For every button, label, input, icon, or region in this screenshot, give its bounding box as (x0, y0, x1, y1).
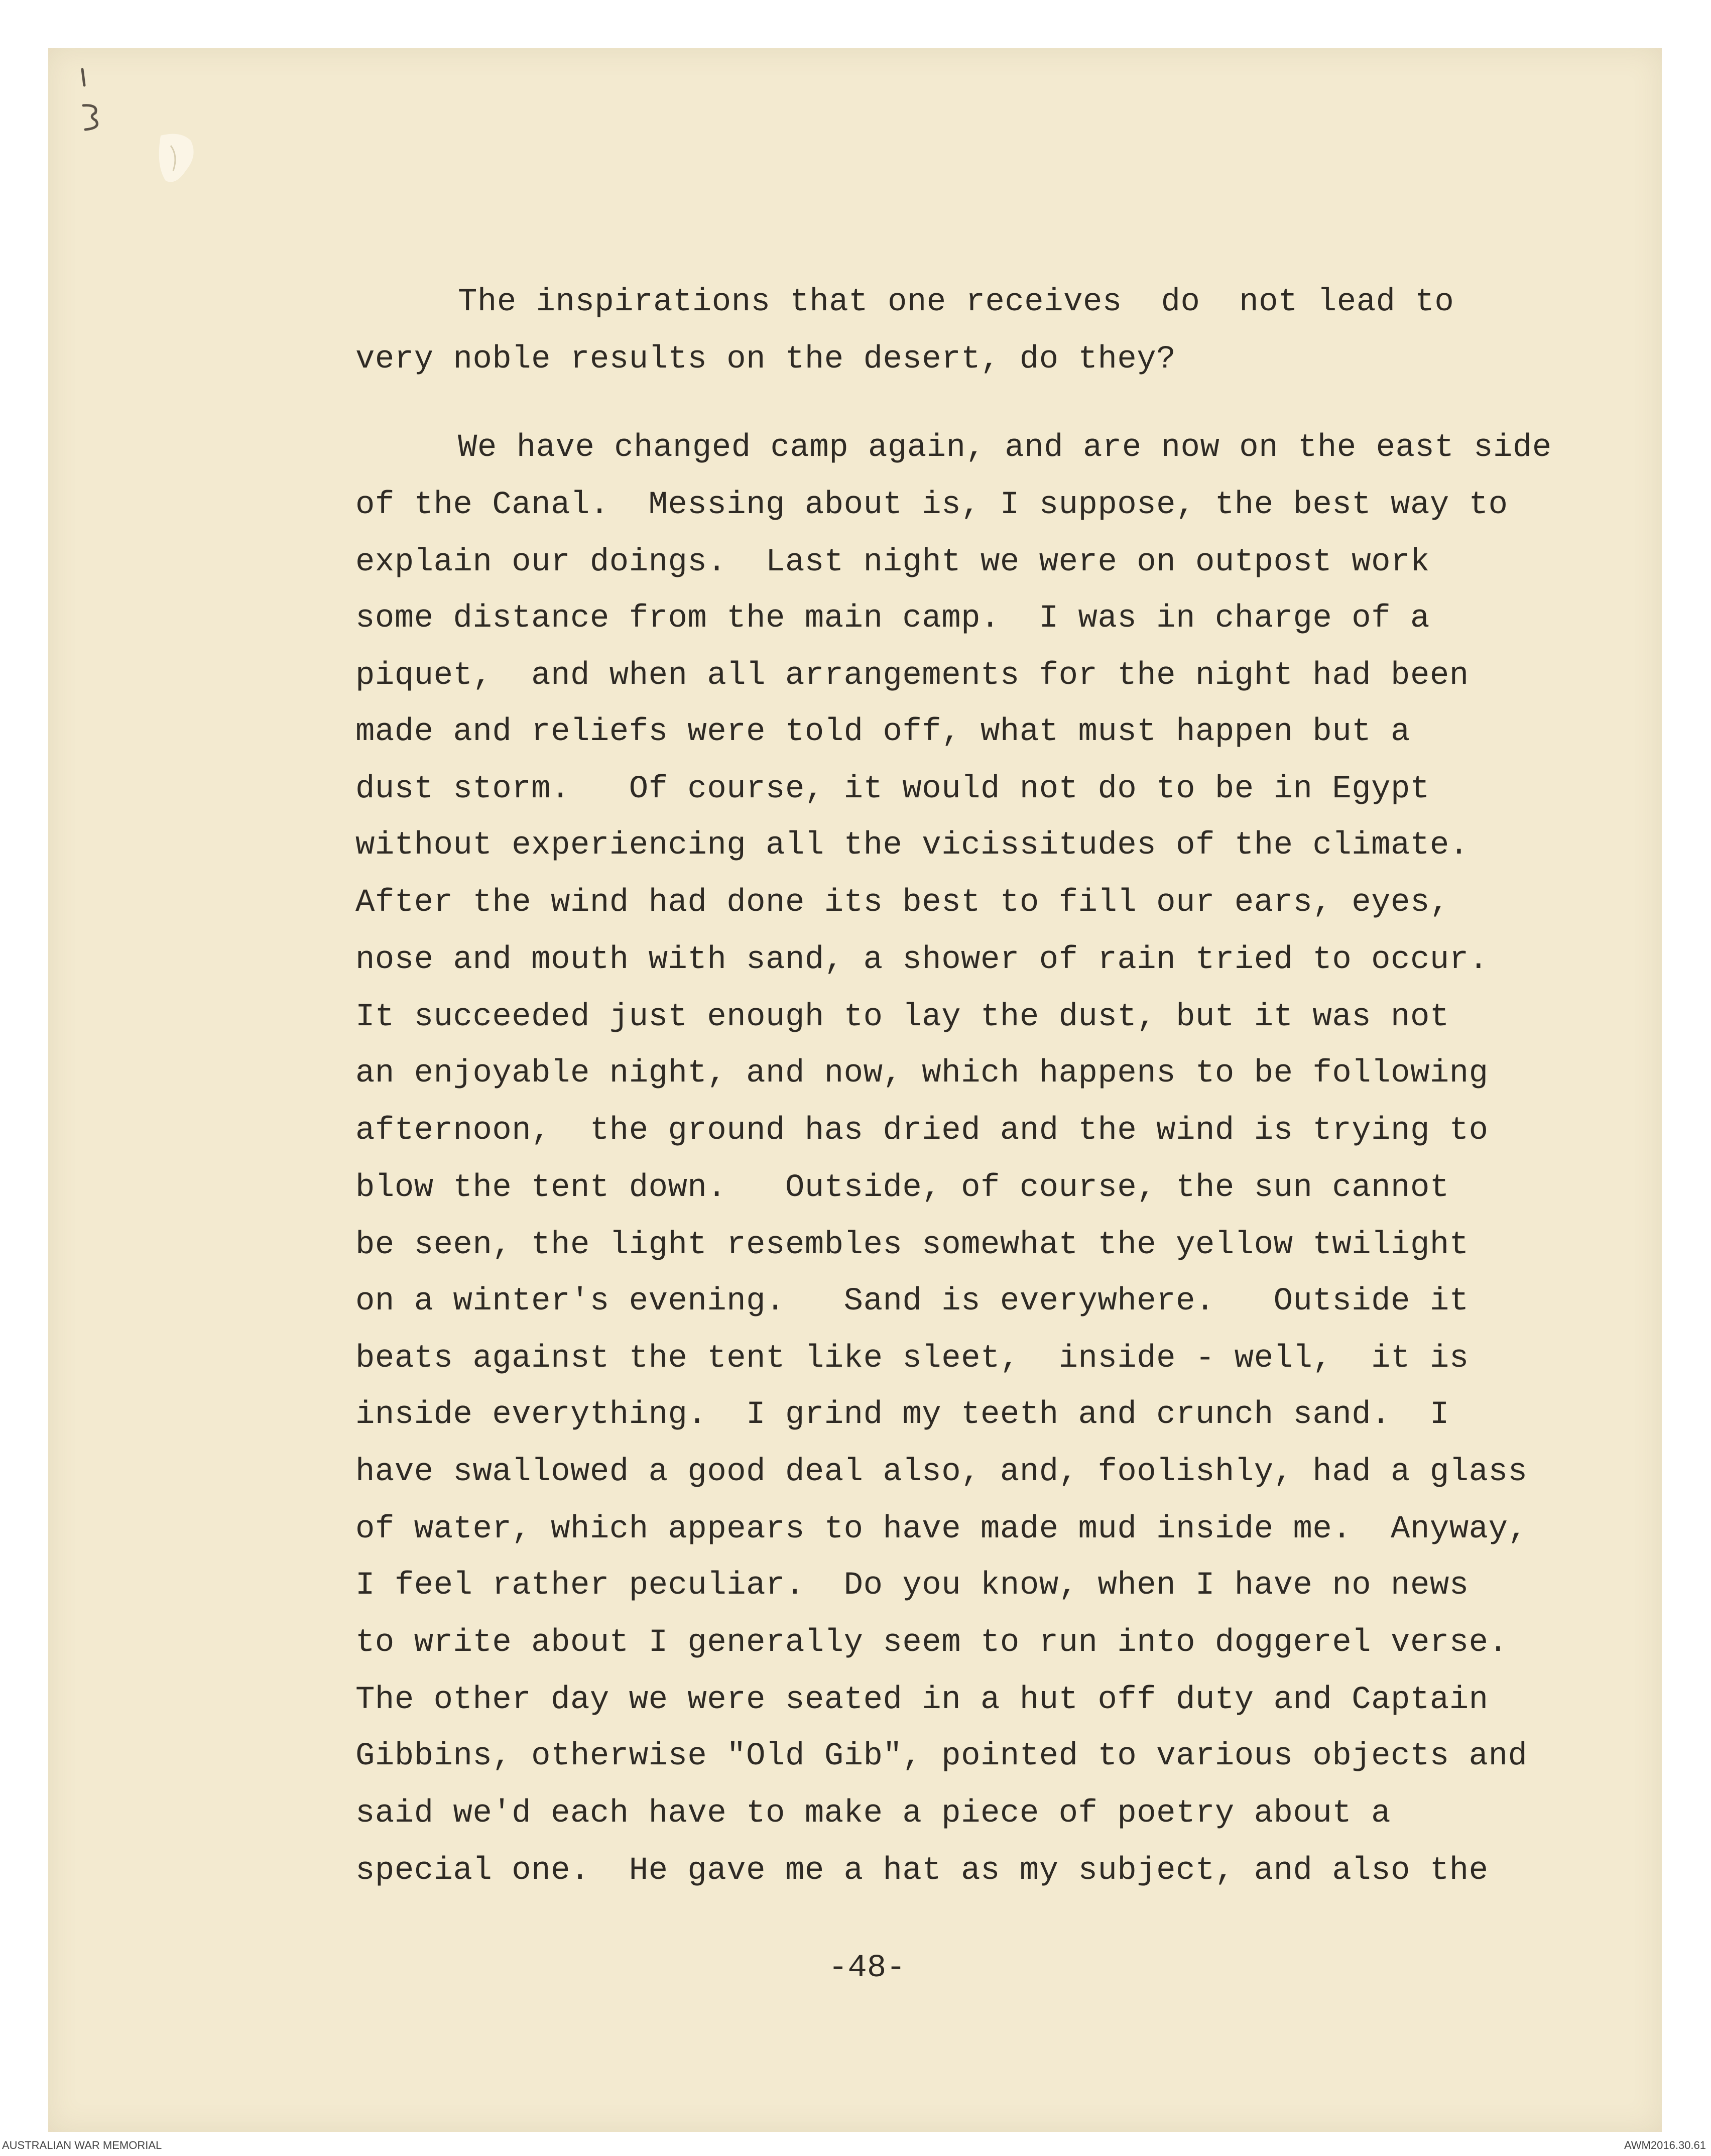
text-line: beats against the tent like sleet, inside - well, it is (355, 1341, 1469, 1377)
text-line: an enjoyable night, and now, which happens to be following (355, 1055, 1489, 1092)
text-line: The inspirations that one receives do not lead to (458, 284, 1454, 320)
text-line: of water, which appears to have made mud inside me. Anyway, (355, 1511, 1528, 1547)
handwritten-mark (73, 65, 108, 141)
text-line: explain our doings. Last night we were on outpost work (355, 544, 1430, 580)
text-line: afternoon, the ground has dried and the wind is trying to (355, 1113, 1489, 1149)
text-line: Gibbins, otherwise "Old Gib", pointed to various objects and (355, 1738, 1528, 1774)
text-line: We have changed camp again, and are now on the east side (458, 430, 1552, 466)
text-line: special one. He gave me a hat as my subject, and also the (355, 1853, 1489, 1889)
text-line: on a winter's evening. Sand is everywhere. Outside it (355, 1283, 1469, 1320)
text-line: said we'd each have to make a piece of poetry about a (355, 1795, 1391, 1832)
text-line: The other day we were seated in a hut off duty and Captain (355, 1682, 1489, 1718)
text-line: made and reliefs were told off, what must happen but a (355, 714, 1410, 750)
footer-institution: AUSTRALIAN WAR MEMORIAL (2, 2139, 162, 2151)
text-line: blow the tent down. Outside, of course, the sun cannot (355, 1170, 1449, 1206)
text-line: have swallowed a good deal also, and, foolishly, had a glass (355, 1454, 1528, 1490)
text-line: nose and mouth with sand, a shower of rain tried to occur. (355, 942, 1489, 978)
text-line: It succeeded just enough to lay the dust, but it was not (355, 999, 1449, 1035)
paper-tear-mark (151, 126, 206, 201)
text-line: inside everything. I grind my teeth and crunch sand. I (355, 1397, 1449, 1433)
text-line: be seen, the light resembles somewhat the yellow twilight (355, 1227, 1469, 1263)
footer-reference: AWM2016.30.61 (1624, 2139, 1706, 2151)
text-line: of the Canal. Messing about is, I suppose, the best way to (355, 487, 1508, 523)
page-number: -48- (828, 1950, 906, 1986)
text-line: I feel rather peculiar. Do you know, when I have no news (355, 1568, 1469, 1604)
text-line: After the wind had done its best to fill our ears, eyes, (355, 885, 1449, 921)
text-line: dust storm. Of course, it would not do to be in Egypt (355, 771, 1430, 807)
text-line: very noble results on the desert, do they? (355, 341, 1176, 378)
text-line: piquet, and when all arrangements for the night had been (355, 658, 1469, 694)
text-line: to write about I generally seem to run into doggerel verse. (355, 1625, 1508, 1661)
text-line: without experiencing all the vicissitudes of the climate. (355, 827, 1469, 864)
text-line: some distance from the main camp. I was in charge of a (355, 601, 1430, 637)
